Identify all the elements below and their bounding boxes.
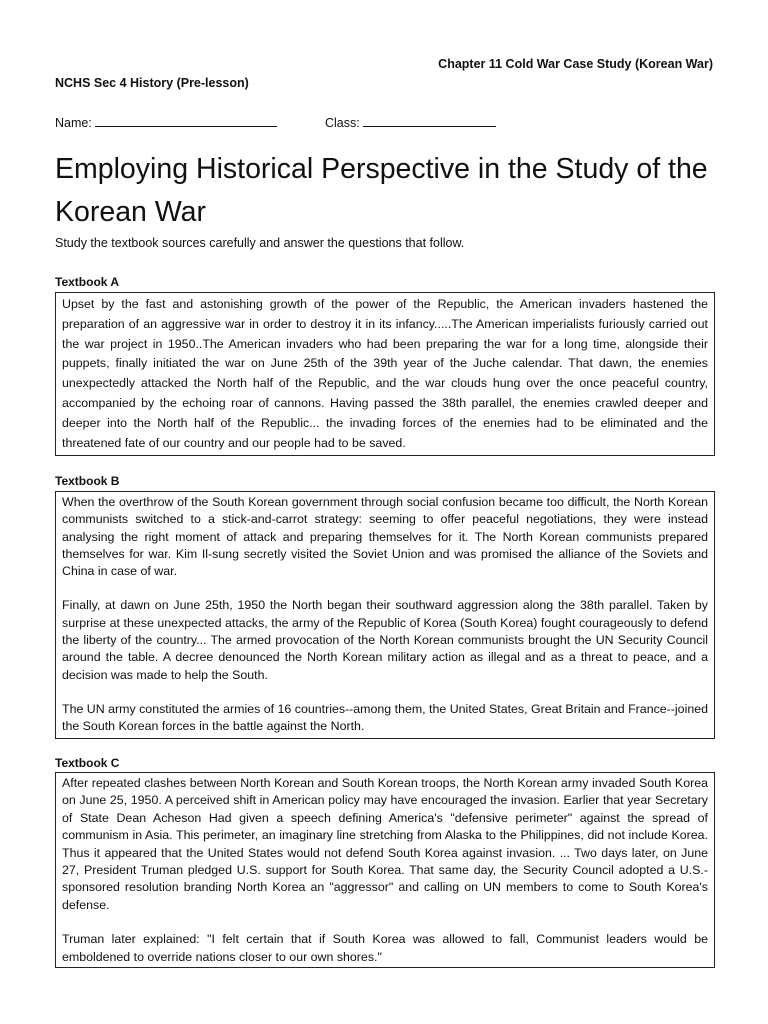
class-label: Class:	[325, 116, 360, 130]
textbook-c-paragraph-2: Truman later explained: "I felt certain that if South Korea was allowed to fall, Communist leaders would be emboldened to override nations closer to our own shores."	[62, 932, 708, 964]
textbook-a-box	[55, 292, 715, 456]
textbook-b-box	[55, 491, 715, 739]
class-blank-line[interactable]	[363, 114, 496, 127]
name-label: Name:	[55, 116, 92, 130]
textbook-b-paragraph-1: When the overthrow of the South Korean government through social confusion became too difficult, the North Korean communists switched to a stick-and-carrot strategy: seeming to offer peaceful negotiations, they were instead analysing the right moment of attack and preparing themselves for it. The North Korean communists prepared themselves for war. Kim Il-sung secretly visited the Soviet Union and was promised the alliance of the Soviets and China in case of war.	[62, 495, 708, 579]
textbook-a-label: Textbook A	[55, 275, 120, 289]
page-title: Employing Historical Perspective in the Study of the Korean War	[55, 153, 708, 228]
textbook-c-label: Textbook C	[55, 756, 120, 770]
textbook-a-paragraph-1: Upset by the fast and astonishing growth of the power of the Republic, the American invaders hastened the preparation of an aggressive war in order to destroy it in its infancy.....The American imperialists furiously carried out the war project in 1950..The American invaders who had been preparing the war for a long time, alongside their puppets, finally initiated the war on June 25th of the 39th year of the Juche calendar. That dawn, the enemies unexpectedly attacked the North half of the Republic, and the war clouds hung over the once peaceful country, accompanied by the echoing roar of cannons. Having passed the 38th parallel, the enemies crawled deeper and deeper into the North half of the Republic... the invading forces of the enemies had to be eliminated and the threatened fate of our country and our people had to be saved.	[62, 297, 708, 450]
textbook-b-paragraph-3: The UN army constituted the armies of 16 countries--among them, the United States, Great Britain and France--joined the South Korean forces in the battle against the North.	[62, 701, 708, 734]
textbook-b-paragraph-2: Finally, at dawn on June 25th, 1950 the North began their southward aggression along the 38th parallel. Taken by surprise at these unexpected attacks, the army of the Republic of Korea (South Korea) fought courageously to defend the liberty of the country... The armed provocation of the North Korean communists brought the UN Security Council around the table. A decree denounced the North Korean military action as illegal and as a threat to peace, and a decision was made to help the South.	[62, 598, 708, 682]
chapter-heading: Chapter 11 Cold War Case Study (Korean War)	[438, 57, 713, 71]
textbook-c-paragraph-1: After repeated clashes between North Korean and South Korean troops, the North Korean army invaded South Korea on June 25, 1950. A perceived shift in American policy may have encouraged the invasion. Earlier that year Secretary of State Dean Acheson Had given a speech defining America's "defensive perimeter" against the spread of communism in Asia. This perimeter, an imaginary line stretching from Alaska to the Philippines, did not include Korea. Thus it appeared that the United States would not defend South Korea against invasion. ... Two days later, on June 27, President Truman pledged U.S. support for South Korea. That same day, the Security Council adopted a U.S.-sponsored resolution branding North Korea an "aggressor" and calling on UN members to come to South Korea's defense.	[62, 776, 708, 912]
course-heading: NCHS Sec 4 History (Pre-lesson)	[55, 76, 249, 90]
textbook-c-box	[55, 772, 715, 968]
name-field[interactable]	[55, 114, 277, 130]
name-blank-line[interactable]	[95, 114, 277, 127]
class-field[interactable]	[325, 114, 496, 130]
instructions-text: Study the textbook sources carefully and answer the questions that follow.	[55, 236, 465, 250]
textbook-b-label: Textbook B	[55, 474, 120, 488]
